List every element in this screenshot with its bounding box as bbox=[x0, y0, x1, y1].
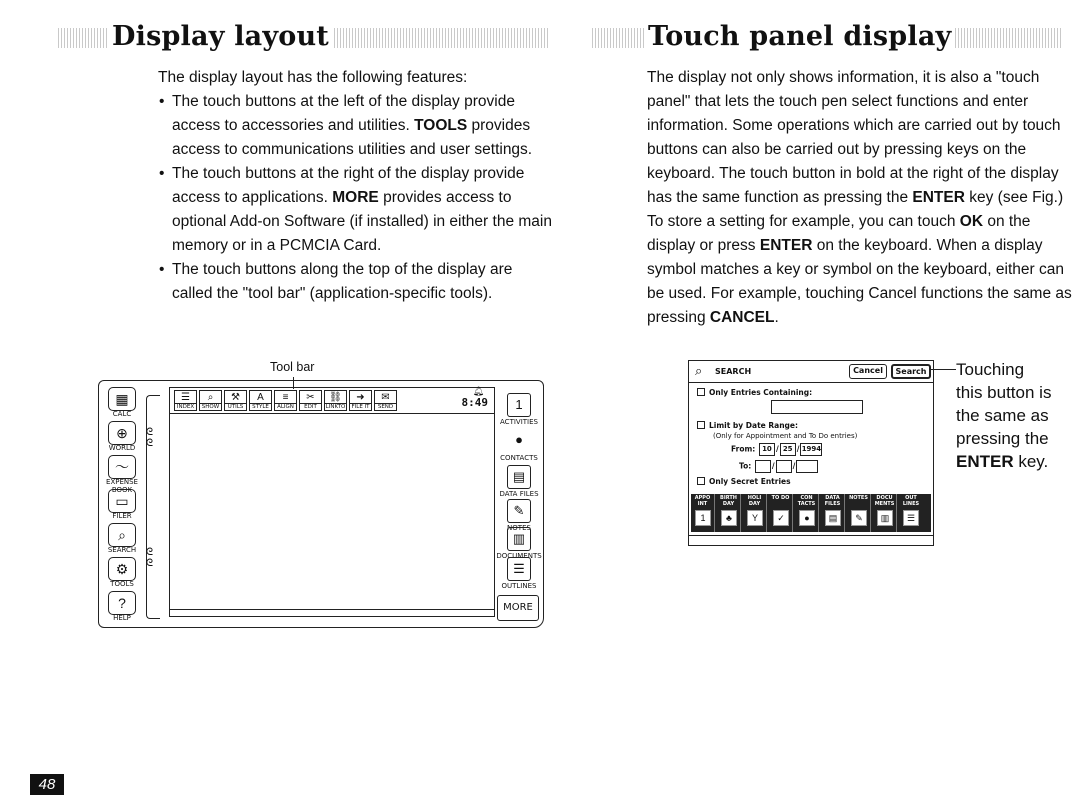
search-icon: ⌕ bbox=[695, 363, 703, 378]
device-screen bbox=[169, 387, 495, 617]
only-entries-option[interactable]: Only Entries Containing: bbox=[697, 388, 812, 397]
display-layout-intro: The display layout has the following features: bbox=[158, 69, 468, 86]
filer-button[interactable] bbox=[105, 489, 139, 519]
search-icon: ⌕ bbox=[118, 527, 126, 543]
from-month-field[interactable]: 10 bbox=[759, 443, 775, 456]
todo-icon: ✓ bbox=[773, 510, 789, 526]
documents-icon: ▥ bbox=[877, 510, 893, 526]
scissors-icon: ✂ bbox=[306, 392, 315, 403]
world-label: WORLD bbox=[108, 444, 136, 452]
date-range-note: (Only for Appointment and To Do entries) bbox=[713, 432, 858, 440]
from-day-field[interactable]: 25 bbox=[780, 443, 796, 456]
tool-index[interactable]: ☰ INDEX bbox=[174, 390, 197, 411]
display-layout-heading-block bbox=[58, 22, 548, 52]
outlines-button[interactable] bbox=[497, 557, 541, 593]
from-date-row: From: 10 / 25 / 1994 bbox=[731, 443, 823, 456]
send-icon: ✉ bbox=[381, 392, 390, 403]
touch-panel-paragraph: The display not only shows information, it is also a "touch panel" that lets the touch pen select functions and enter information. Some operations which are carried out by touch buttons can also be carried out by pressing keys on the keyboard. The touch button in bold at the right of the display has the same function as pressing the ENTER key (see Fig.) To store a setting for example, you can touch OK on the display or press ENTER on the keyboard. When a display symbol matches a key or symbol on the keyboard, either can be used. For example, touching Cancel functions the same as pressing CANCEL. bbox=[647, 69, 1072, 326]
category-birthday[interactable]: BIRTH DAY ♣ bbox=[717, 494, 741, 532]
search-button[interactable] bbox=[105, 523, 139, 553]
checkbox[interactable] bbox=[697, 477, 705, 485]
index-icon: ☰ bbox=[181, 392, 190, 403]
help-icon: ? bbox=[118, 595, 126, 611]
to-month-field[interactable] bbox=[755, 460, 771, 473]
tools-label: TOOLS bbox=[110, 580, 134, 588]
expense-book-label: EXPENSE BOOK bbox=[106, 478, 138, 494]
tool-align[interactable]: ≡ ALIGN bbox=[274, 390, 297, 411]
contacts-button[interactable] bbox=[497, 429, 541, 465]
search-button[interactable]: Search bbox=[891, 364, 931, 379]
tool-send[interactable]: ✉ SEND bbox=[374, 390, 397, 411]
to-year-field[interactable] bbox=[796, 460, 818, 473]
data-files-button[interactable] bbox=[497, 465, 541, 501]
squiggle-mark: ᘓ ᘓ bbox=[146, 427, 153, 449]
help-label: HELP bbox=[113, 614, 131, 622]
enter-key-callout: Touching this button is the same as pressing the ENTER key. bbox=[956, 360, 1052, 471]
search-dialog-header bbox=[689, 361, 933, 383]
activities-label: ACTIVITIES bbox=[500, 418, 538, 426]
expense-icon: 〜 bbox=[115, 459, 129, 475]
documents-icon: ▥ bbox=[512, 531, 526, 546]
category-holiday[interactable]: HOLI DAY Y bbox=[743, 494, 767, 532]
category-appoint[interactable]: APPO INT 1 bbox=[691, 494, 715, 532]
clock-readout: 8:49 bbox=[461, 396, 488, 409]
dialog-footer-line bbox=[689, 535, 933, 536]
screen-bottom-line bbox=[170, 609, 494, 610]
more-button[interactable]: MORE bbox=[497, 595, 539, 621]
notes-icon: ✎ bbox=[851, 510, 867, 526]
alarm-bell-icon: 🔔︎ bbox=[472, 386, 484, 396]
feature-item: • The touch buttons at the right of the display provide access to applications. MORE provides access to optional Add-on Software (if installed) in either the main memory or in a PCMCIA Card. bbox=[158, 162, 553, 258]
contacts-label: CONTACTS bbox=[500, 454, 538, 462]
touch-panel-heading-block bbox=[592, 22, 1062, 52]
data-files-label: DATA FILES bbox=[499, 490, 539, 498]
search-dialog bbox=[688, 360, 934, 546]
outlines-icon: ☰ bbox=[513, 561, 525, 576]
to-day-field[interactable] bbox=[776, 460, 792, 473]
tool-linkto[interactable]: ⛓ LINKTO bbox=[325, 392, 346, 410]
cancel-button[interactable]: Cancel bbox=[849, 364, 887, 379]
file-it-icon: ➜ bbox=[356, 392, 365, 403]
search-dialog-title: SEARCH bbox=[715, 367, 752, 376]
globe-icon: ⊕ bbox=[116, 425, 128, 441]
to-date-row: To: / / bbox=[739, 460, 819, 473]
person-icon: ● bbox=[515, 432, 523, 447]
calendar-icon: 1 bbox=[515, 397, 523, 412]
data-files-icon: ▤ bbox=[512, 469, 526, 484]
birthday-icon: ♣ bbox=[721, 510, 737, 526]
category-contacts[interactable]: CON TACTS ● bbox=[795, 494, 819, 532]
feature-item: • The touch buttons at the left of the display provide access to accessories and utilities. TOOLS provides access to communications utilities and user settings. bbox=[158, 90, 553, 162]
tool-bar-caption: Tool bar bbox=[270, 360, 315, 374]
secret-entries-option[interactable]: Only Secret Entries bbox=[697, 477, 791, 486]
align-icon: ≡ bbox=[282, 392, 289, 403]
notes-icon: ✎ bbox=[513, 503, 525, 518]
outlines-label: OUTLINES bbox=[501, 582, 537, 590]
filer-label: FILER bbox=[112, 512, 132, 520]
display-layout-text bbox=[158, 66, 553, 306]
tool-file-it[interactable]: ➜ FILE IT bbox=[349, 390, 372, 411]
activities-button[interactable] bbox=[497, 393, 541, 429]
world-button[interactable] bbox=[105, 421, 139, 451]
page-number: 48 bbox=[30, 774, 64, 795]
documents-label: DOCUMENTS bbox=[496, 552, 542, 560]
calculator-icon: ▦ bbox=[115, 391, 129, 407]
tool-utils[interactable]: ⚒ UTILS bbox=[224, 390, 247, 411]
checkbox[interactable] bbox=[697, 388, 705, 396]
tools-button[interactable] bbox=[105, 557, 139, 587]
date-range-option[interactable]: Limit by Date Range: bbox=[697, 421, 798, 430]
appointment-icon: 1 bbox=[695, 510, 711, 526]
outlines-icon: ☰ bbox=[903, 510, 919, 526]
tool-show[interactable]: ⌕ SHOW bbox=[199, 390, 222, 411]
device-display-illustration bbox=[98, 380, 544, 628]
search-text-field[interactable] bbox=[771, 400, 863, 414]
category-notes[interactable]: NOTES ✎ bbox=[847, 494, 871, 532]
search-category-strip bbox=[691, 494, 931, 532]
squiggle-mark: ᘓ ᘓ bbox=[146, 547, 153, 569]
category-data-files[interactable]: DATA FILES ▤ bbox=[821, 494, 845, 532]
calc-button[interactable] bbox=[105, 387, 139, 417]
data-files-icon: ▤ bbox=[825, 510, 841, 526]
category-documents[interactable]: DOCU MENTS ▥ bbox=[873, 494, 897, 532]
callout-leader-line bbox=[930, 369, 956, 370]
search-label: SEARCH bbox=[107, 546, 137, 554]
tool-style[interactable]: A STYLE bbox=[249, 390, 272, 411]
tool-bar bbox=[170, 388, 494, 414]
utils-icon: ⚒ bbox=[231, 392, 240, 403]
touch-panel-heading: Touch panel display bbox=[644, 22, 955, 52]
calc-label: CALC bbox=[112, 410, 132, 418]
notes-label: NOTES bbox=[507, 524, 531, 532]
checkbox[interactable] bbox=[697, 421, 705, 429]
feature-item: • The touch buttons along the top of the display are called the "tool bar" (application-specific tools). bbox=[158, 258, 553, 306]
tool-edit[interactable]: ✂ EDIT bbox=[299, 390, 322, 411]
expense-book-button[interactable] bbox=[105, 455, 139, 494]
category-todo[interactable]: TO DO ✓ bbox=[769, 494, 793, 532]
holiday-icon: Y bbox=[747, 510, 763, 526]
link-icon: ⛓ bbox=[329, 392, 342, 403]
from-year-field[interactable]: 1994 bbox=[800, 443, 822, 456]
filer-icon: ▭ bbox=[115, 493, 129, 509]
help-button[interactable] bbox=[105, 591, 139, 621]
magnifier-icon: ⌕ bbox=[207, 392, 214, 403]
feature-list bbox=[158, 90, 553, 306]
contacts-icon: ● bbox=[799, 510, 815, 526]
touch-panel-text bbox=[647, 66, 1077, 330]
tools-icon: ⚙ bbox=[115, 561, 129, 577]
text-style-icon: A bbox=[257, 392, 264, 403]
category-outlines[interactable]: OUT LINES ☰ bbox=[899, 494, 923, 532]
display-layout-heading: Display layout bbox=[108, 22, 333, 52]
